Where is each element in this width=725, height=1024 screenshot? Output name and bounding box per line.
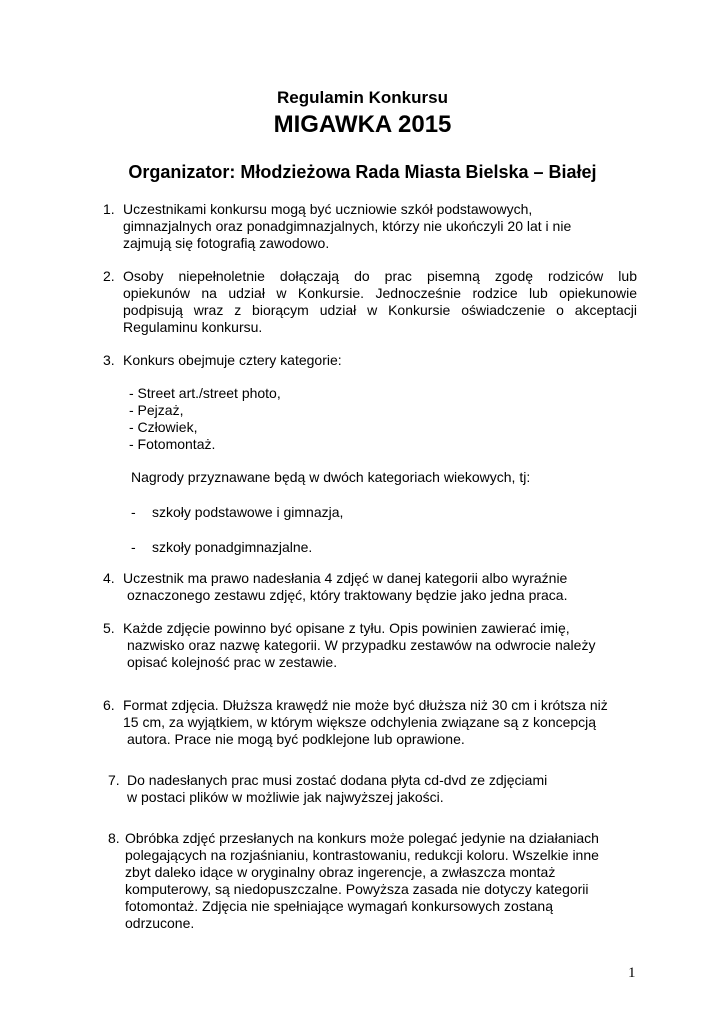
item-number: 3.: [103, 352, 115, 368]
item-line: Do nadesłanych prac musi zostać dodana płyta cd-dvd ze zdjęciami: [127, 772, 548, 788]
item-line: 15 cm, za wyjątkiem, w którym większe odchylenia związane są z koncepcją: [123, 714, 597, 730]
item-line: Konkurs obejmuje cztery kategorie:: [123, 352, 342, 368]
page-number: 1: [628, 965, 636, 981]
item-line: Regulaminu konkursu.: [123, 319, 263, 335]
organizer-heading: Organizator: Młodzieżowa Rada Miasta Bielska – Białej: [128, 162, 597, 182]
category-item: - Street art./street photo,: [129, 385, 281, 401]
item-line: komputerowy, są niedopuszczalne. Powyższa zasada nie dotyczy kategorii: [125, 881, 589, 897]
item-line: zajmują się fotografią zawodowo.: [123, 235, 330, 251]
document-title: MIGAWKA 2015: [273, 111, 452, 138]
item-line: nazwisko oraz nazwę kategorii. W przypadku zestawów na odwrocie należy: [127, 637, 596, 653]
item-line: Obróbka zdjęć przesłanych na konkurs może polegać jedynie na działaniach: [125, 830, 599, 846]
item-line: polegających na rozjaśnianiu, kontrastowaniu, redukcji koloru. Wszelkie inne: [125, 847, 599, 863]
item-line: w postaci plików w możliwie jak najwyższej jakości.: [127, 789, 444, 805]
item-line: oznaczonego zestawu zdjęć, który traktowany będzie jako jedna praca.: [127, 587, 568, 603]
item-number: 8.: [108, 830, 120, 846]
age-group-item: szkoły podstawowe i gimnazja,: [152, 504, 344, 520]
age-group-dash: -: [131, 504, 136, 520]
category-item: - Człowiek,: [129, 419, 198, 435]
item-line: autora. Prace nie mogą być podklejone lub oprawione.: [127, 731, 465, 747]
item-line: Format zdjęcia. Dłuższa krawędź nie może być dłuższa niż 30 cm i krótsza niż: [123, 697, 608, 713]
item-line: opiekunów na udział w Konkursie. Jednocześnie rodzice lub opiekunowie: [123, 285, 637, 301]
item-number: 1.: [103, 201, 115, 217]
item-line: odrzucone.: [125, 915, 195, 931]
item-line: fotomontaż. Zdjęcia nie spełniające wymagań konkursowych zostaną: [125, 898, 554, 914]
item-line: Uczestnikami konkursu mogą być uczniowie szkół podstawowych,: [123, 201, 533, 217]
item-number: 7.: [108, 772, 120, 788]
category-item: - Fotomontaż.: [129, 436, 216, 452]
item-number: 5.: [103, 620, 115, 636]
item-line: podpisują wraz z biorącym udział w Konkursie oświadczenie o akceptacji: [123, 302, 637, 318]
item-line: zbyt daleko idące w oryginalny obraz ingerencje, a zwłaszcza montaż: [125, 864, 556, 880]
item-number: 4.: [103, 570, 115, 586]
item-number: 2.: [103, 268, 115, 284]
category-item: - Pejzaż,: [129, 402, 184, 418]
item-number: 6.: [103, 697, 115, 713]
document-subtitle: Regulamin Konkursu: [277, 88, 448, 107]
item-line: Osoby niepełnoletnie dołączają do prac pisemną zgodę rodziców lub: [123, 268, 637, 284]
item-line: Uczestnik ma prawo nadesłania 4 zdjęć w danej kategorii albo wyraźnie: [123, 570, 568, 586]
item-line: Każde zdjęcie powinno być opisane z tyłu. Opis powinien zawierać imię,: [123, 620, 570, 636]
item-line: opisać kolejność prac w zestawie.: [127, 654, 338, 670]
item-line: gimnazjalnych oraz ponadgimnazjalnych, którzy nie ukończyli 20 lat i nie: [123, 218, 572, 234]
age-group-dash: -: [131, 539, 136, 555]
age-categories-note: Nagrody przyznawane będą w dwóch kategoriach wiekowych, tj:: [131, 469, 531, 485]
age-group-item: szkoły ponadgimnazjalne.: [152, 539, 313, 555]
